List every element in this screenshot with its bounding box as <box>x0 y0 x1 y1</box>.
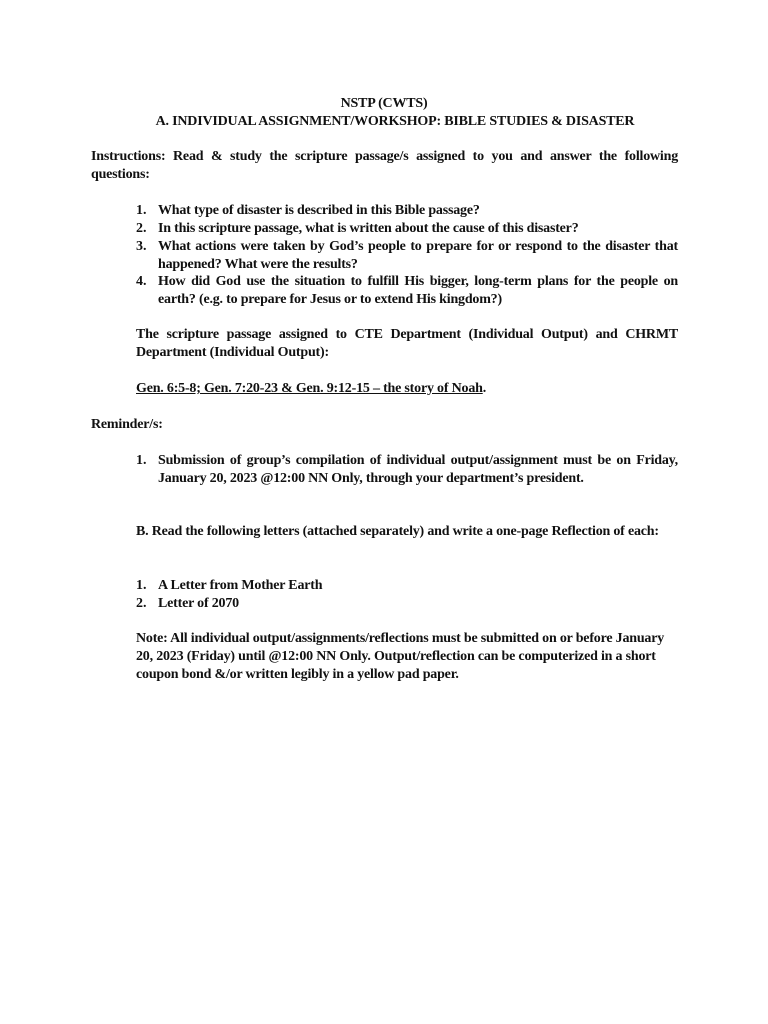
scripture-passage-link: Gen. 6:5-8; Gen. 7:20-23 & Gen. 9:12-15 – the story of Noah <box>136 381 483 396</box>
list-item: What type of disaster is described in this Bible passage? <box>158 203 480 218</box>
list-item-number: 1. <box>136 203 147 218</box>
list-item-number: 3. <box>136 239 147 254</box>
letter-item: A Letter from Mother Earth <box>158 578 323 593</box>
list-item-number: 2. <box>136 221 147 236</box>
reminder-item-number: 1. <box>136 453 147 468</box>
letter-item-number: 1. <box>136 578 147 593</box>
document-title: NSTP (CWTS) <box>340 96 428 111</box>
letter-item: Letter of 2070 <box>158 596 239 611</box>
scripture-passage <box>136 380 678 398</box>
note-paragraph: Note: All individual output/assignments/reflections must be submitted on or before January 20, 2023 (Friday) until @12:00 NN Only. Output/reflection can be computerized in a short coupon bond &/or written legibly in a yellow pad paper. <box>136 631 665 682</box>
scripture-passage-period: . <box>482 381 487 396</box>
reminders-heading: Reminder/s: <box>91 417 163 432</box>
list-item: What actions were taken by God’s people to prepare for or respond to the disaster that happened? What were the results? <box>158 239 678 272</box>
document-subtitle: A. INDIVIDUAL ASSIGNMENT/WORKSHOP: BIBLE STUDIES & DISASTER <box>155 114 635 129</box>
list-item: In this scripture passage, what is written about the cause of this disaster? <box>158 221 579 236</box>
letter-item-number: 2. <box>136 596 147 611</box>
instructions-paragraph: Instructions: Read & study the scripture passage/s assigned to you and answer the following questions: <box>91 149 678 182</box>
assignment-paragraph: The scripture passage assigned to CTE Department (Individual Output) and CHRMT Department (Individual Output): <box>136 327 678 360</box>
list-item-number: 4. <box>136 274 147 289</box>
list-item: How did God use the situation to fulfill His bigger, long-term plans for the people on earth? (e.g. to prepare for Jesus or to extend His kingdom?) <box>158 274 678 307</box>
section-b-paragraph: B. Read the following letters (attached separately) and write a one-page Reflection of each: <box>136 524 659 539</box>
reminder-item: Submission of group’s compilation of individual output/assignment must be on Friday, January 20, 2023 @12:00 NN Only, through your department’s president. <box>158 453 678 486</box>
